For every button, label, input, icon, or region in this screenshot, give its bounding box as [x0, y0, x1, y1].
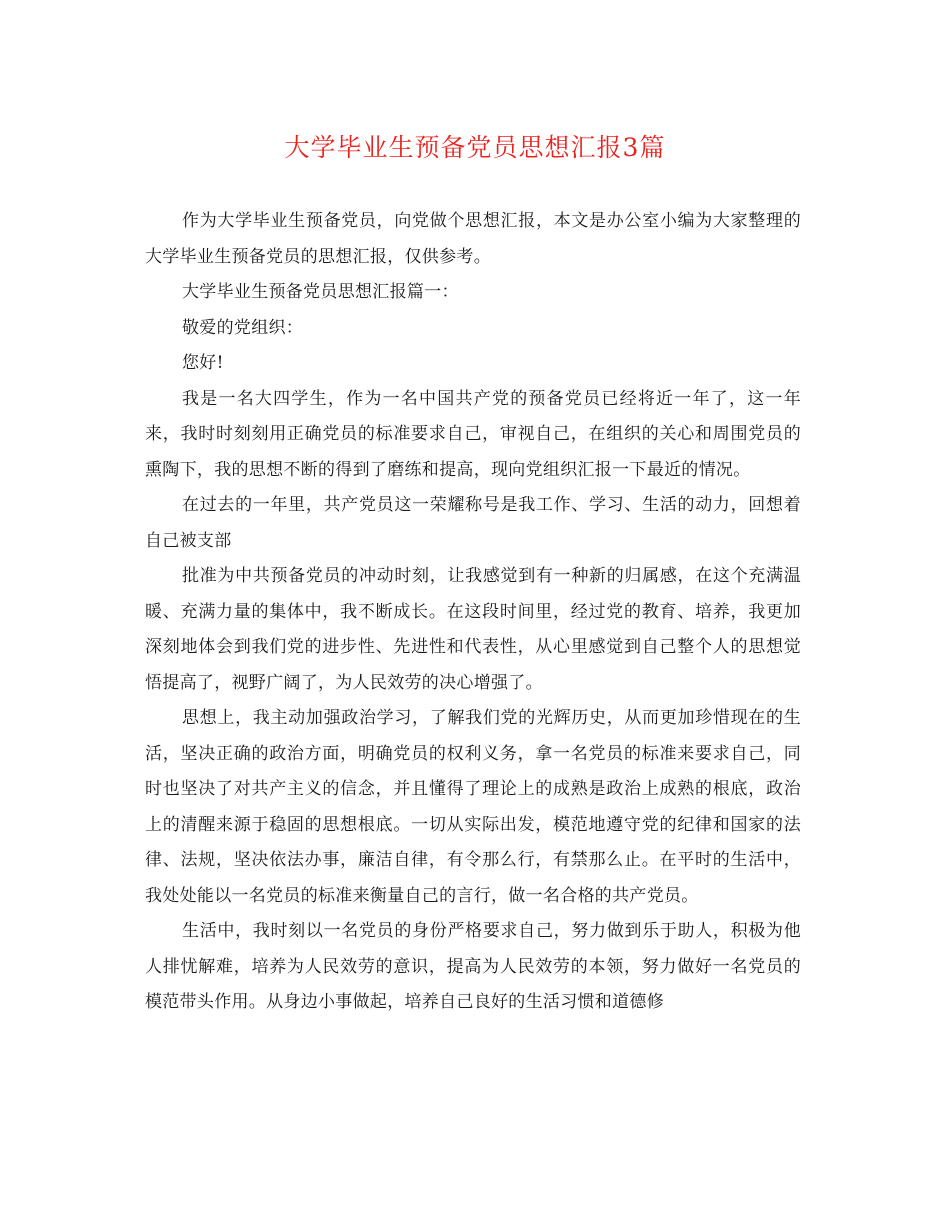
body-paragraph: 我是一名大四学生，作为一名中国共产党的预备党员已经将近一年了，这一年来，我时时刻刻用正确党员的标准要求自己，审视自己，在组织的关心和周围党员的熏陶下，我的思想不断的得到了磨练和提高，现向党组织汇报一下最近的情况。	[145, 388, 801, 480]
body-paragraph: 生活中，我时刻以一名党员的身份严格要求自己，努力做到乐于助人，积极为他人排忧解难，培养为人民效劳的意识，提高为人民效劳的本领，努力做好一名党员的模范带头作用。从身边小事做起，培养自己良好的生活习惯和道德修	[145, 921, 801, 1012]
document-body	[145, 204, 801, 1021]
greeting: 您好!	[182, 353, 224, 373]
intro-paragraph: 作为大学毕业生预备党员，向党做个思想汇报，本文是办公室小编为大家整理的大学毕业生预备党员的思想汇报，仅供参考。	[145, 211, 801, 267]
section-heading: 大学毕业生预备党员思想汇报篇一：	[182, 282, 459, 302]
body-paragraph: 在过去的一年里，共产党员这一荣耀称号是我工作、学习、生活的动力，回想着自己被支部	[145, 495, 801, 551]
body-paragraph: 思想上，我主动加强政治学习，了解我们党的光辉历史，从而更加珍惜现在的生活，坚决正确的政治方面，明确党员的权利义务，拿一名党员的标准来要求自己，同时也坚决了对共产主义的信念，并且懂得了理论上的成熟是政治上成熟的根底，政治上的清醒来源于稳固的思想根底。一切从实际出发，模范地遵守党的纪律和国家的法律、法规，坚决依法办事，廉洁自律，有令那么行，有禁那么止。在平时的生活中，我处处能以一名党员的标准来衡量自己的言行，做一名合格的共产党员。	[145, 708, 801, 906]
document-title: 大学毕业生预备党员思想汇报3篇	[284, 133, 666, 162]
body-paragraph: 批准为中共预备党员的冲动时刻，让我感觉到有一种新的归属感，在这个充满温暖、充满力量的集体中，我不断成长。在这段时间里，经过党的教育、培养，我更加深刻地体会到我们党的进步性、先进性和代表性，从心里感觉到自己整个人的思想觉悟提高了，视野广阔了，为人民效劳的决心增强了。	[145, 566, 801, 693]
salutation: 敬爱的党组织：	[182, 317, 304, 338]
